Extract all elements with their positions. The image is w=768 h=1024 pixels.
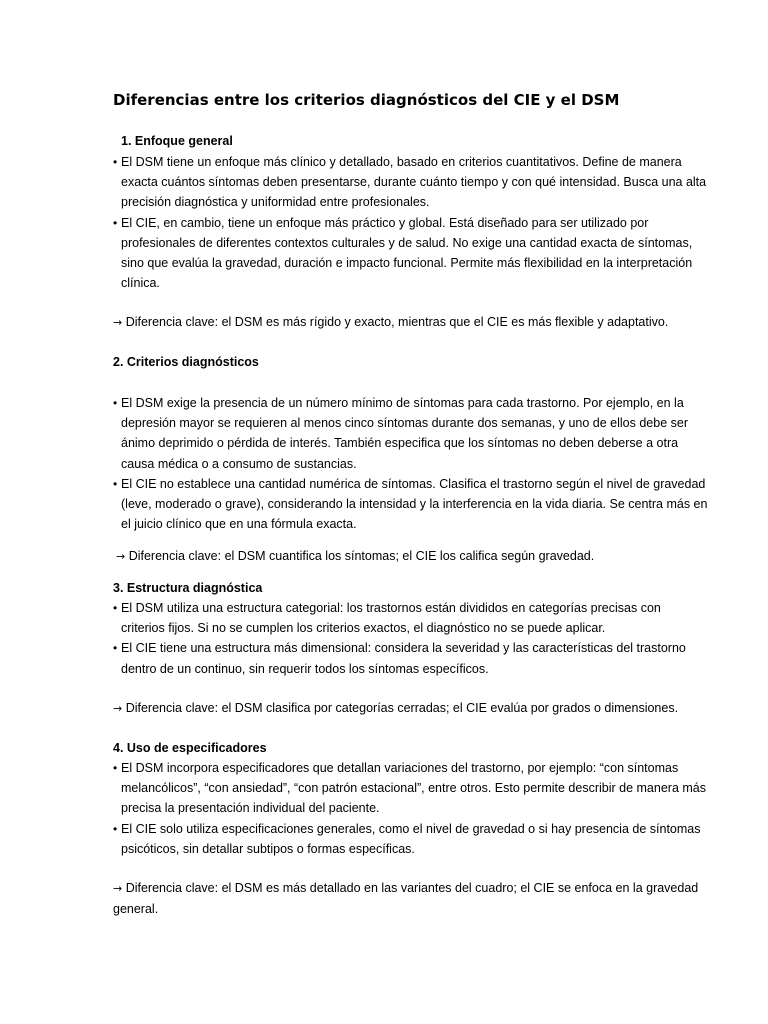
bullet-list: [113, 598, 708, 679]
key-difference-text: Diferencia clave: el DSM es más rígido y exacto, mientras que el CIE es más flexible y adaptativo.: [125, 315, 669, 329]
key-difference-text: Diferencia clave: el DSM cuantifica los síntomas; el CIE los califica según gravedad.: [128, 549, 595, 563]
right-arrow-icon: →: [113, 882, 123, 895]
right-arrow-icon: →: [113, 316, 123, 329]
bullet-dot-icon: •: [113, 601, 118, 615]
list-item-text: El DSM incorpora especificadores que detallan variaciones del trastorno, por ejemplo: “con síntomas melancólicos”, “con ansiedad”, “con patrón estacional”, entre otros. Esto permite describir de manera más precisa la presentación individual del paciente.: [121, 761, 706, 816]
list-item: [113, 393, 708, 474]
bullet-dot-icon: •: [113, 476, 118, 491]
section-heading: 3. Estructura diagnóstica: [113, 581, 263, 595]
right-arrow-icon: →: [113, 702, 123, 715]
list-item: [113, 758, 708, 819]
key-difference-text: Diferencia clave: el DSM clasifica por categorías cerradas; el CIE evalúa por grados o dimensiones.: [125, 701, 679, 715]
document-title: Diferencias entre los criterios diagnósticos del CIE y el DSM: [113, 91, 620, 109]
key-difference: [113, 312, 708, 333]
right-arrow-icon: →: [116, 550, 126, 563]
list-item: [113, 819, 708, 859]
list-item-text: El CIE no establece una cantidad numérica de síntomas. Clasifica el trastorno según el nivel de gravedad (leve, moderado o grave), considerando la intensidad y la interferencia en la vida diaria. Se centra más en el juicio clínico que en una fórmula exacta.: [121, 476, 708, 532]
bullet-list: [113, 758, 708, 859]
list-item-text: El CIE solo utiliza especificaciones generales, como el nivel de gravedad o si hay presencia de síntomas psicóticos, sin detallar subtipos o formas específicas.: [121, 821, 701, 856]
bullet-dot-icon: •: [113, 155, 118, 169]
bullet-dot-icon: •: [113, 641, 118, 656]
list-item: [113, 152, 708, 213]
key-difference-text: Diferencia clave: el DSM es más detallado en las variantes del cuadro; el CIE se enfoca en la gravedad general.: [113, 881, 699, 917]
list-item: [113, 474, 708, 535]
bullet-dot-icon: •: [113, 396, 118, 410]
section-heading: 2. Criterios diagnósticos: [113, 355, 259, 369]
key-difference: [113, 878, 708, 919]
list-item: [113, 638, 708, 678]
list-item-text: El CIE, en cambio, tiene un enfoque más práctico y global. Está diseñado para ser utilizado por profesionales de diferentes contextos culturales y de salud. No exige una cantidad exacta de síntomas, sino que evalúa la gravedad, duración e impacto funcional. Permite más flexibilidad en la interpretación clínica.: [121, 215, 693, 291]
section-heading: 1. Enfoque general: [121, 134, 233, 148]
list-item-text: El CIE tiene una estructura más dimensional: considera la severidad y las características del trastorno dentro de un continuo, sin requerir todos los síntomas específicos.: [121, 641, 686, 676]
list-item: [113, 598, 708, 638]
bullet-dot-icon: •: [113, 761, 118, 775]
bullet-list: [113, 152, 708, 293]
bullet-dot-icon: •: [113, 821, 118, 836]
key-difference: [116, 546, 711, 567]
list-item-text: El DSM tiene un enfoque más clínico y detallado, basado en criterios cuantitativos. Define de manera exacta cuántos síntomas deben presentarse, durante cuánto tiempo y con qué intensidad. Busca una alta precisión diagnóstica y uniformidad entre profesionales.: [121, 155, 707, 210]
key-difference: [113, 698, 708, 719]
bullet-dot-icon: •: [113, 215, 118, 230]
list-item-text: El DSM utiliza una estructura categorial: los trastornos están divididos en categorías precisas con criterios fijos. Si no se cumplen los criterios exactos, el diagnóstico no se puede aplicar.: [121, 601, 661, 636]
section-heading: 4. Uso de especificadores: [113, 741, 267, 755]
bullet-list: [113, 393, 708, 534]
list-item: [113, 213, 708, 294]
list-item-text: El DSM exige la presencia de un número mínimo de síntomas para cada trastorno. Por ejemplo, en la depresión mayor se requieren al menos cinco síntomas durante dos semanas, y uno de ellos debe ser ánimo deprimido o pérdida de interés. También especifica que los síntomas no deben deberse a otra causa médica o a consumo de sustancias.: [121, 396, 688, 471]
